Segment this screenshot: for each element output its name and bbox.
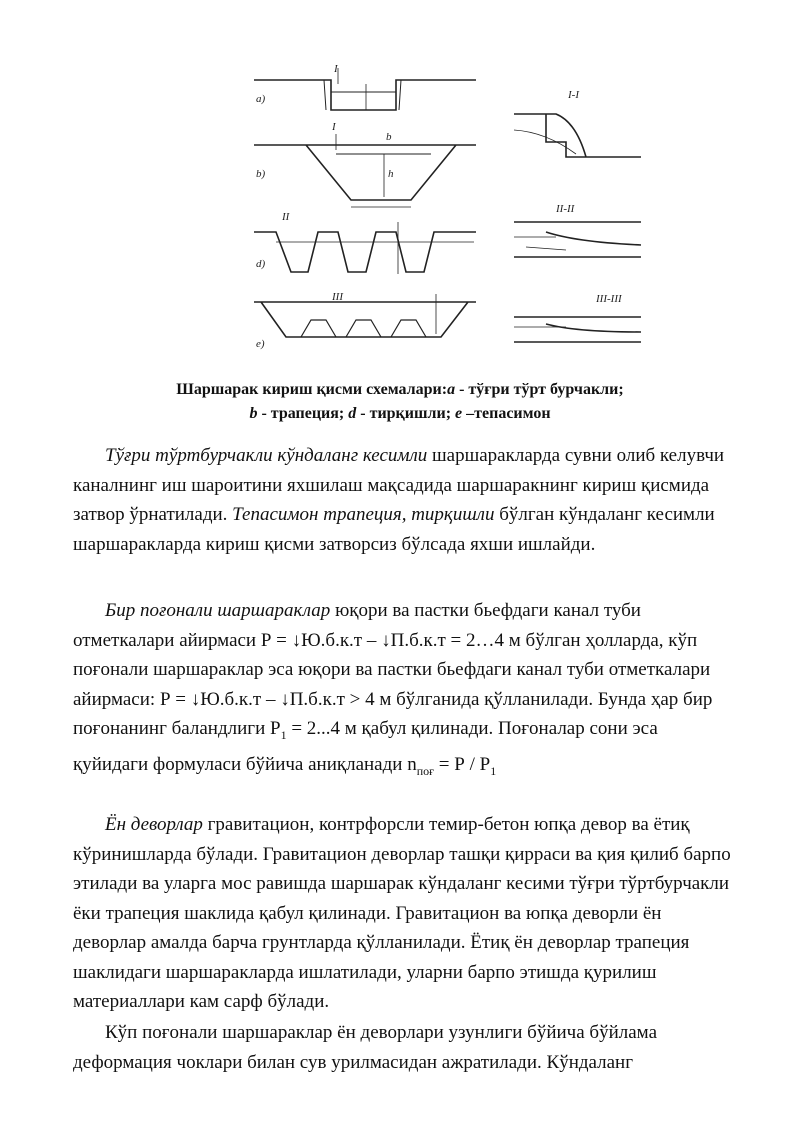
section-II-II [514,222,641,257]
label-e: e) [256,338,265,350]
p4-text: Кўп поғонали шаршараклар ён деворлари узунлиги бўйича бўйлама деформация чоклари билан сув урилмасидан ажратилади. Кўндаланг [73,1022,658,1073]
p3-text: гравитацион, контрфорсли темир-бетон юпқа девор ва ётиқ кўринишларда бўлади. Гравитацион деворлар ташқи қирраси ва қия қилиб барпо этилади ва уларга мос равишда шаршарак кўндаланг кесими тўғри тўртбурчакли ёки трапеция шаклида қабул қилинади. Гравитацион ва юпқа деворли ён деворлар амалда барча грунтларда қўлланилади. Ётиқ ён деворлар трапеция шаклидаги шаршаракларда ишлатилади, уларни барпо этишда қурилиш материаллари кам сарф бўлади. [73,814,731,1012]
label-d: d) [256,258,266,270]
section-III-III [514,317,641,342]
label-sec-II-II: II-II [556,203,575,215]
p2-text-1: юқори ва пастки бьефдаги канал туби отметкалари айирмаси Р = ↓Ю.б.к.т – ↓П.б.к.т = 2…4 м бўлган ҳолларда, кўп поғонали шаршараклар эса юқори ва пастки бьефдаги канал туби отметкалари айирмаси: Р = ↓Ю.б.к.т – ↓П.б.к.т > 4 м бўлганида қўлланилади. Бунда ҳар бир поғонанинг баландлиги Р [73,600,713,739]
caption-e: е [455,405,463,422]
label-I-b: I [332,121,336,133]
figure-caption-line2 [60,402,740,426]
label-b: b) [256,168,266,180]
paragraph-3 [73,810,733,1025]
paragraph-2 [73,596,733,795]
inlet-schemes-figure [246,62,646,372]
label-sec-I-I: I-I [568,89,579,101]
p2-text-2: = 2...4 м қабул қилинади. Поғоналар сони эса қуйидаги формуласи бўйича аниқланади n [73,718,658,776]
label-h-dim: h [388,168,394,180]
p2-sub-3: 1 [490,764,497,779]
p2-text-3: = Р / Р [434,754,491,776]
p2-sub-1: 1 [280,727,287,742]
caption-e-text: –тепасимон [462,405,551,422]
scheme-b-section [254,145,476,200]
label-sec-III-III: III-III [596,293,622,305]
p1-italic-2: Тепасимон трапеция, тирқишли [232,504,495,525]
scheme-a-section [254,80,476,110]
caption-d: d [348,405,357,422]
p2-italic: Бир поғонали шаршараклар [105,600,331,621]
p2-sub-2: поғ [416,764,435,779]
figure-caption-line1 [60,378,740,402]
caption-a: а [447,381,456,398]
caption-a-text: - тўғри тўрт бурчакли; [455,381,624,398]
paragraph-1 [73,441,733,567]
label-a: a) [256,93,266,105]
caption-b: b [249,405,258,422]
caption-b-text: - трапеция; [257,405,349,422]
p1-italic-1: Тўғри тўртбурчакли кўндаланг кесимли [105,445,428,466]
p1-text-1: шаршаракларда сувни олиб келувчи каналнинг иш шароитини яхшилаш мақсадида шаршаракнинг кириш қисмида затвор ўрнатилади. [73,445,725,525]
label-II: II [282,211,290,223]
caption-d-text: - тирқишли; [356,405,456,422]
scheme-d-section [254,232,476,272]
label-I-a: I [334,63,338,75]
paragraph-4 [73,1018,733,1085]
section-I-I [514,114,641,157]
label-III: III [332,291,343,303]
caption-prefix: Шаршарак кириш қисми схемалари: [176,381,448,398]
p1-text-2: бўлган кўндаланг кесимли шаршаракларда кириш қисми затворсиз бўлсада яхши ишлайди. [73,504,715,555]
inlet-schemes-drawing [246,62,646,372]
p3-italic: Ён деворлар [105,814,203,835]
label-b-dim: b [386,131,392,143]
